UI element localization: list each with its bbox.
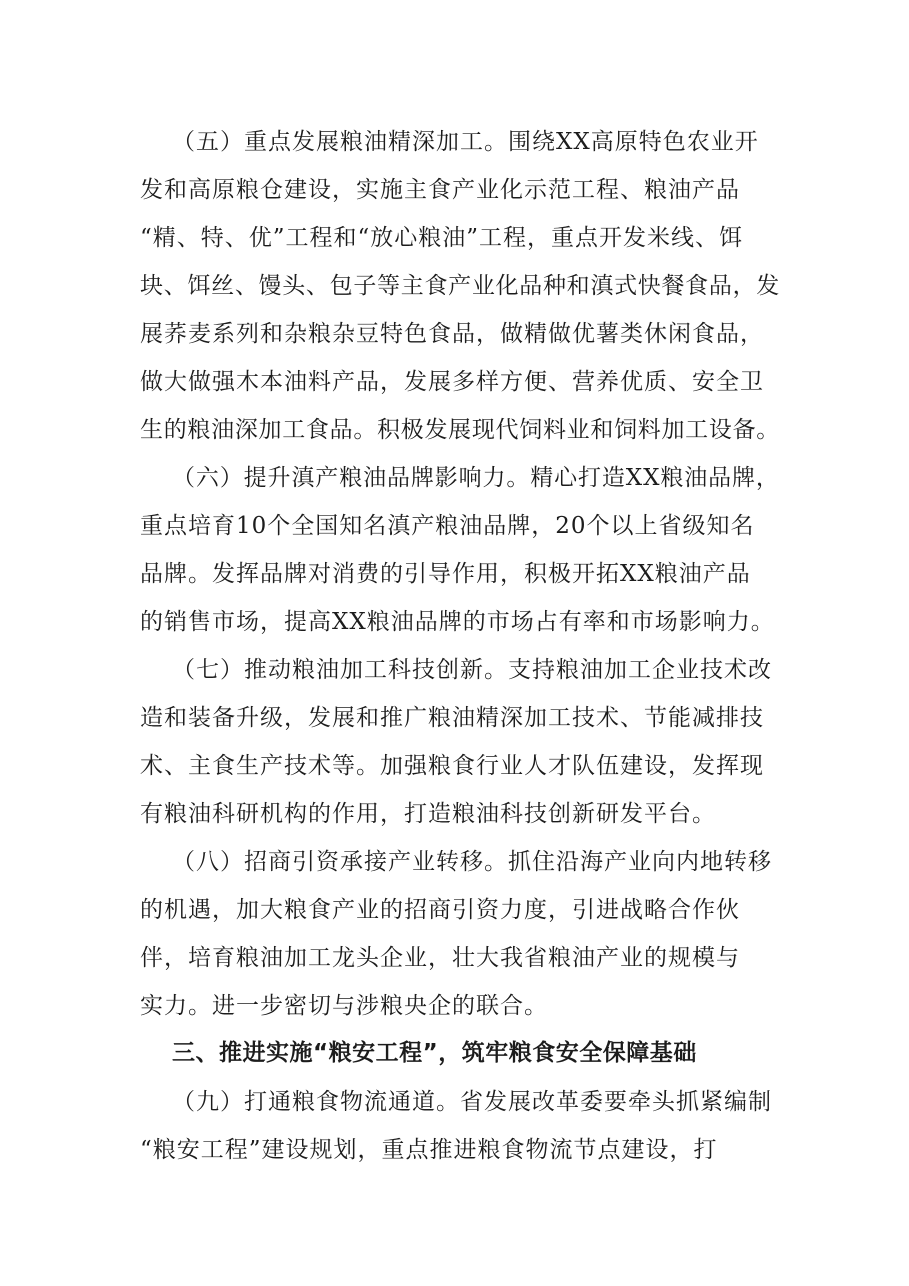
paragraph-6-line-2: 重点培育10个全国知名滇产粮油品牌，20个以上省级知名	[140, 513, 755, 539]
paragraph-5-line-4: 块、饵丝、馒头、包子等主食产业化品种和滇式快餐食品，发	[140, 273, 780, 299]
paragraph-6-line-1: （六）提升滇产粮油品牌影响力。精心打造XX粮油品牌，	[172, 465, 780, 491]
paragraph-7-line-1: （七）推动粮油加工科技创新。支持粮油加工企业技术改	[172, 657, 772, 683]
paragraph-5-line-3: “精、特、优”工程和“放心粮油”工程，重点开发米线、饵	[140, 225, 744, 251]
paragraph-5-line-7: 生的粮油深加工食品。积极发展现代饲料业和饲料加工设备。	[140, 417, 780, 443]
paragraph-5-line-1: （五）重点发展粮油精深加工。围绕XX高原特色农业开	[172, 129, 759, 155]
paragraph-9-line-2: “粮安工程”建设规划，重点推进粮食物流节点建设，打	[140, 1137, 718, 1163]
paragraph-5-line-6: 做大做强木本油料产品，发展多样方便、营养优质、安全卫	[140, 369, 764, 395]
paragraph-8-line-4: 实力。进一步密切与涉粮央企的联合。	[140, 993, 548, 1019]
paragraph-6-line-4: 的销售市场，提高XX粮油品牌的市场占有率和市场影响力。	[140, 609, 775, 635]
paragraph-6-line-3: 品牌。发挥品牌对消费的引导作用，积极开拓XX粮油产品	[140, 561, 751, 587]
paragraph-9-line-1: （九）打通粮食物流通道。省发展改革委要牵头抓紧编制	[172, 1089, 772, 1115]
paragraph-5-line-5: 展荞麦系列和杂粮杂豆特色食品，做精做优薯类休闲食品，	[140, 321, 764, 347]
paragraph-8-line-3: 伴，培育粮油加工龙头企业，壮大我省粮油产业的规模与	[140, 945, 740, 971]
paragraph-7-line-4: 有粮油科研机构的作用，打造粮油科技创新研发平台。	[140, 801, 716, 827]
paragraph-7-line-3: 术、主食生产技术等。加强粮食行业人才队伍建设，发挥现	[140, 753, 764, 779]
paragraph-8-line-1: （八）招商引资承接产业转移。抓住沿海产业向内地转移	[172, 849, 772, 875]
paragraph-5-line-2: 发和高原粮仓建设，实施主食产业化示范工程、粮油产品	[140, 177, 740, 203]
paragraph-8-line-2: 的机遇，加大粮食产业的招商引资力度，引进战略合作伙	[140, 897, 740, 923]
paragraph-7-line-2: 造和装备升级，发展和推广粮油精深加工技术、节能减排技	[140, 705, 764, 731]
section-heading: 三、推进实施“粮安工程”，筑牢粮食安全保障基础	[172, 1040, 697, 1066]
